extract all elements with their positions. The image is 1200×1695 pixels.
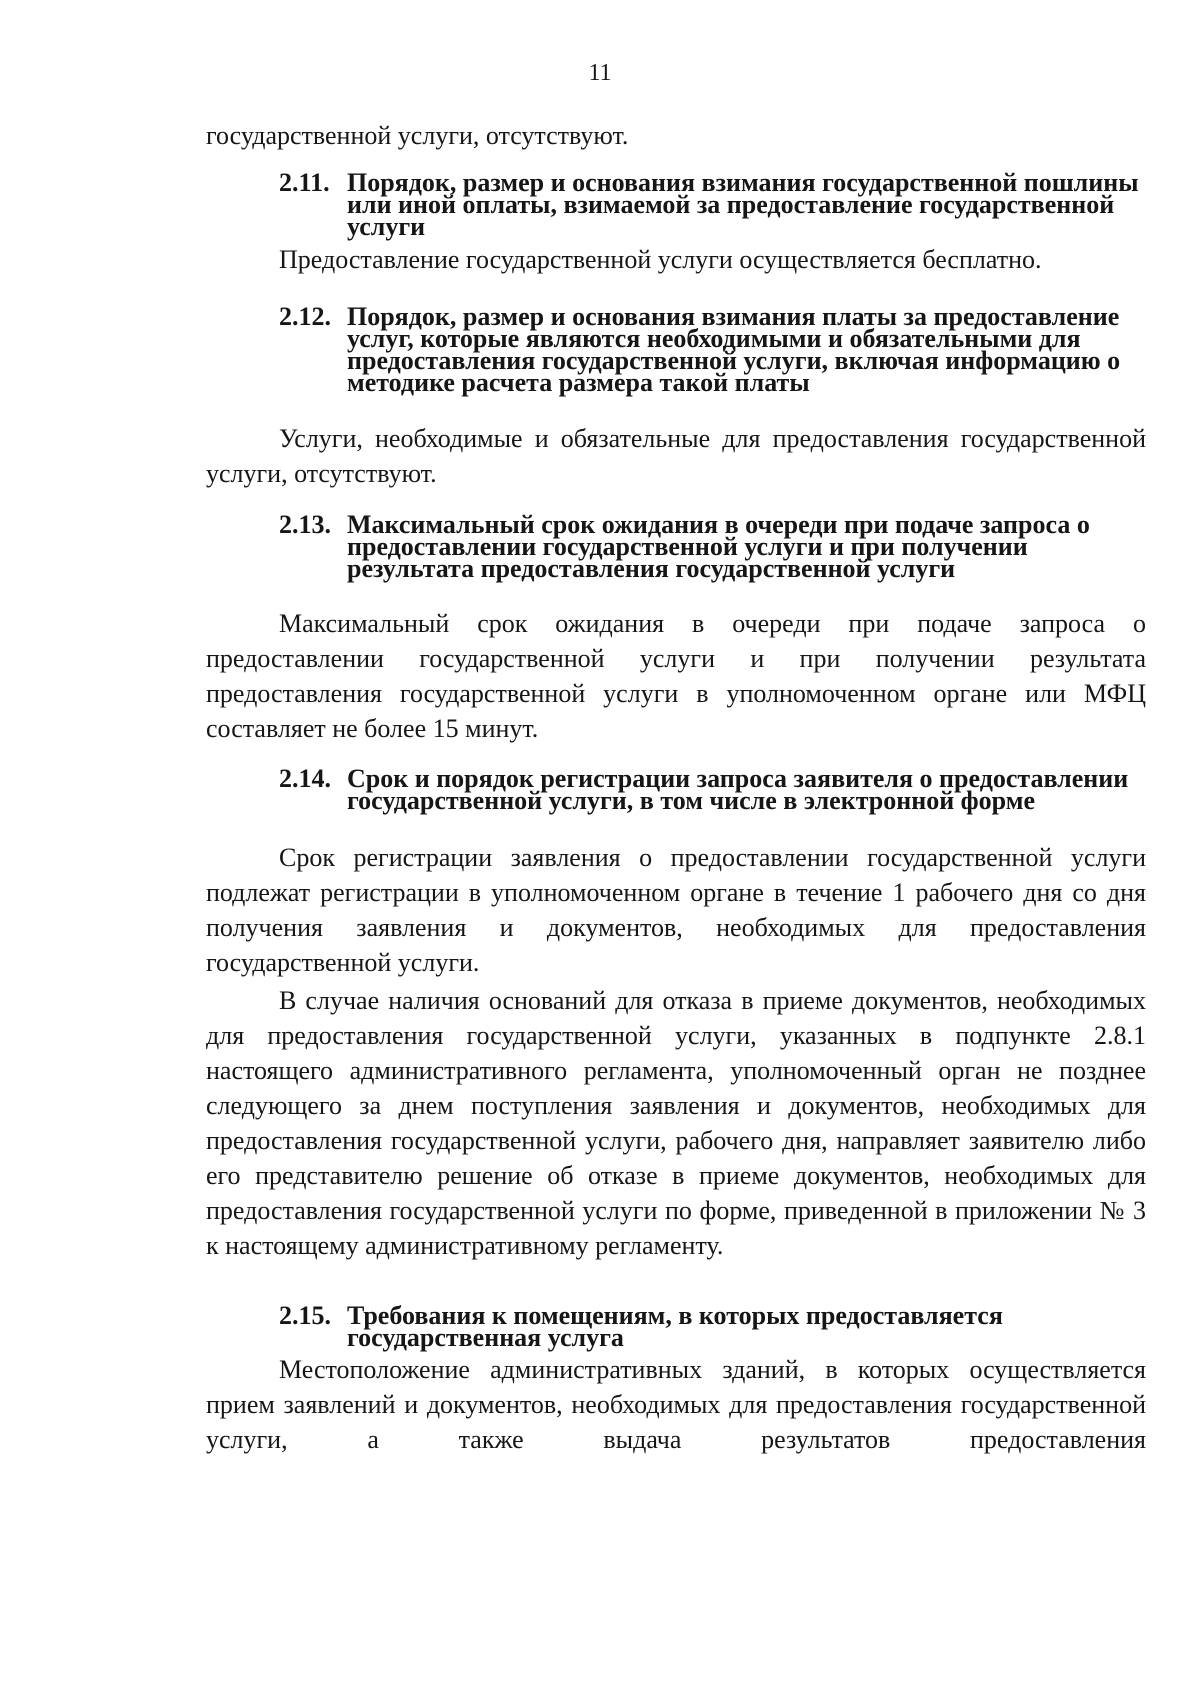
paragraph: Услуги, необходимые и обязательные для предоставления государственной услуги, отсутствуют. <box>206 424 1146 488</box>
section-title: Порядок, размер и основания взимания платы за предоставление услуг, которые являются необходимыми и обязательными для предоставления государственной услуги, включая информацию о методике расчета размера такой платы <box>347 302 1121 397</box>
section-number: 2.12. <box>279 302 331 331</box>
section-number: 2.11. <box>279 168 330 197</box>
intro-paragraph <box>206 118 1146 153</box>
section-heading-2-12 <box>279 302 1159 397</box>
section-heading-2-11 <box>279 168 1159 241</box>
section-title: Максимальный срок ожидания в очереди при подаче запроса о предоставлении государственной услуги и при получении результата предоставления государственной услуги <box>347 510 1090 583</box>
section-title: Порядок, размер и основания взимания государственной пошлины или иной оплаты, взимаемой за предоставление государственной услуги <box>347 168 1139 241</box>
page-number: 11 <box>588 60 612 86</box>
section-body-2-13 <box>206 606 1146 746</box>
paragraph: Местоположение административных зданий, в которых осуществляется прием заявлений и документов, необходимых для предоставления государственной услуги, а также выдача результатов предоставления <box>206 1355 1146 1454</box>
section-heading-2-15 <box>279 1301 1159 1352</box>
paragraph: Максимальный срок ожидания в очереди при подаче запроса о предоставлении государственной услуги и при получении результата предоставления государственной услуги в уполномоченном органе или МФЦ составляет не более 15 минут. <box>206 609 1146 743</box>
section-number: 2.13. <box>279 510 331 539</box>
intro-text: государственной услуги, отсутствуют. <box>206 121 629 150</box>
section-body-2-12 <box>206 421 1146 491</box>
section-heading-2-14 <box>279 764 1159 815</box>
paragraph: Предоставление государственной услуги осуществляется бесплатно. <box>279 245 1042 274</box>
section-body-2-11 <box>206 242 1146 277</box>
section-title: Срок и порядок регистрации запроса заявителя о предоставлении государственной услуги, в том числе в электронной форме <box>347 764 1129 815</box>
section-body-2-15 <box>206 1352 1146 1457</box>
section-body-2-14 <box>206 840 1146 1263</box>
paragraph: В случае наличия оснований для отказа в приеме документов, необходимых для предоставления государственной услуги, указанных в подпункте 2.8.1 настоящего административного регламента, уполномоченный орган не позднее следующего за днем поступления заявления и документов, необходимых для предоставления государственной услуги, рабочего дня, направляет заявителю либо его представителю решение об отказе в приеме документов, необходимых для предоставления государственной услуги по форме, приведенной в приложении № 3 к настоящему административному регламенту. <box>206 986 1146 1260</box>
section-number: 2.14. <box>279 764 331 793</box>
section-heading-2-13 <box>279 510 1159 583</box>
section-title: Требования к помещениям, в которых предоставляется государственная услуга <box>347 1301 1003 1352</box>
paragraph: Срок регистрации заявления о предоставлении государственной услуги подлежат регистрации в уполномоченном органе в течение 1 рабочего дня со дня получения заявления и документов, необходимых для предоставления государственной услуги. <box>206 843 1146 977</box>
section-number: 2.15. <box>279 1301 331 1330</box>
